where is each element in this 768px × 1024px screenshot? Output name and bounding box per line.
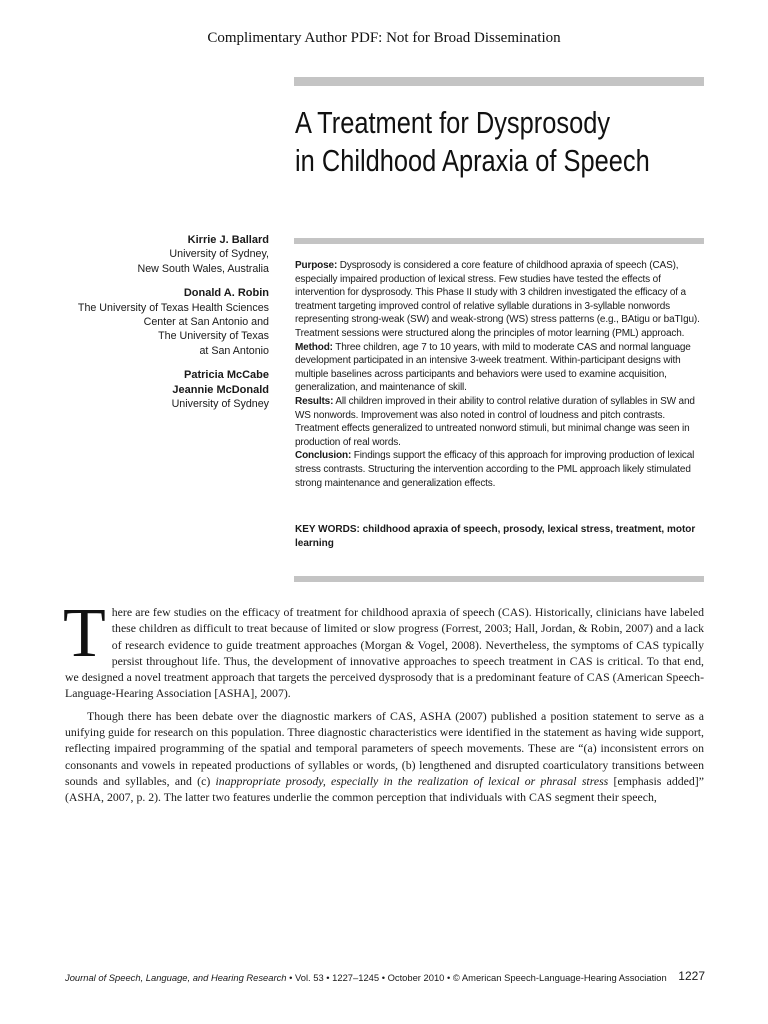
abstract-text: Dysprosody is considered a core feature of childhood apraxia of speech (CAS), especially impaired production of lexical stress. Few studies have tested the effects of intervention for dysprosody. This Phase II study with 3 children investigated the efficacy of a treatment targeting improved control of relative syllable durations in 3-syllable nonwords representing strong-weak (SW) and weak-strong (WS) stress patterns (e.g., BAtigu or baTIgu). Treatment sessions were structured along the principles of motor learning (PML) approach. (295, 260, 700, 339)
paragraph-text: here are few studies on the efficacy of treatment for childhood apraxia of speech (CAS). Historically, clinicians have labeled these children as difficult to treat because of limited or slow progress (Forrest, 2003; Hall, Jordan, & Robin, 2007) and a lack of research evidence to guide treatment approaches (Morgan & Vogel, 2008). Nevertheless, the symptoms of CAS typically persist throughout life. Thus, the development of innovative approaches to speech treatment in CAS is critical. To that end, we designed a novel treatment approach that targets the perceived dysprosody that is a predominant feature of CAS (American Speech-Language-Hearing Association [ASHA], 2007). (65, 605, 704, 701)
author-group (40, 368, 269, 411)
emphasis-text: inappropriate prosody, especially in the realization of lexical or phrasal stress (215, 773, 609, 788)
abstract-label: Results: (295, 395, 334, 407)
paragraph-text: [emphasis added]” (ASHA, 2007, p. 2). The latter two features underlie the common perception that individuals with CAS segment their speech, (65, 773, 704, 805)
body-top-rule (294, 576, 704, 582)
abstract-top-rule (294, 238, 704, 244)
author-name: Jeannie McDonald (172, 383, 269, 396)
page-number: 1227 (678, 969, 705, 983)
abstract-text: Three children, age 7 to 10 years, with mild to moderate CAS and normal language development participated in an intensive 3-week treatment. Within-participant designs with multiple baselines across participants and behaviors were used to examine acquisition, generalization, and maintenance of skill. (295, 341, 691, 394)
author-affiliation: at San Antonio (199, 344, 269, 357)
author-affiliation: New South Wales, Australia (137, 262, 269, 275)
abstract-label: Method: (295, 341, 333, 353)
drop-cap: T (63, 595, 106, 672)
abstract-method (295, 341, 705, 395)
author-name: Kirrie J. Ballard (187, 234, 269, 246)
author-affiliation: University of Sydney, (169, 248, 269, 261)
article-title (295, 104, 650, 180)
abstract-text: All children improved in their ability to control relative duration of syllables in SW and WS nonwords. Improvement was also noted in control of loudness and pitch contrasts. Treatment effects generalized to untreated nonword stimuli, but minimal change was seen in production of real words. (295, 395, 695, 448)
keywords: KEY WORDS: childhood apraxia of speech, prosody, lexical stress, treatment, motor learning (295, 524, 696, 549)
author-affiliation: The University of Texas Health Sciences (77, 301, 269, 314)
abstract-label: Purpose: (295, 260, 338, 271)
abstract-text: Findings support the efficacy of this approach for improving production of lexical stress contrasts. Structuring the intervention according to the PML approach likely stimulated strong maintenance and generalization effects. (295, 450, 695, 489)
title-line-2: in Childhood Apraxia of Speech (295, 143, 650, 178)
author-affiliation: The University of Texas (158, 330, 269, 343)
abstract-results (295, 395, 705, 449)
author-group (40, 233, 269, 276)
author-affiliation: Center at San Antonio and (143, 316, 269, 329)
page-footer (65, 969, 705, 983)
author-affiliation: University of Sydney (171, 398, 269, 411)
journal-name: Journal of Speech, Language, and Hearing Research (65, 972, 287, 983)
title-top-rule (294, 77, 704, 86)
author-list (40, 233, 269, 421)
body-paragraph (63, 595, 704, 702)
body-paragraph (65, 708, 704, 806)
title-line-1: A Treatment for Dysprosody (295, 105, 611, 140)
abstract-label: Conclusion: (295, 450, 352, 462)
abstract (295, 259, 705, 490)
author-name: Patricia McCabe (184, 369, 269, 382)
author-name: Donald A. Robin (183, 287, 269, 300)
paragraph-text: Though there has been debate over the diagnostic markers of CAS, ASHA (2007) published a position statement to serve as a unifying guide for research on this population. Three diagnostic characteristics were identified in the statement as having wide support, reflecting impaired programming of the spatial and temporal parameters of speech movements. These are “(a) inconsistent errors on consonants and vowels in repeated productions of syllables or words, (b) lengthened and disrupted coarticulatory transitions between sounds and syllables, and (c) (65, 708, 704, 788)
citation-details: • Vol. 53 • 1227–1245 • October 2010 • © American Speech-Language-Hearing Association (286, 972, 667, 983)
author-group (40, 286, 269, 358)
dissemination-notice: Complimentary Author PDF: Not for Broad Dissemination (207, 30, 561, 46)
article-body (63, 595, 704, 806)
abstract-conclusion (295, 449, 705, 490)
abstract-purpose (295, 259, 705, 341)
